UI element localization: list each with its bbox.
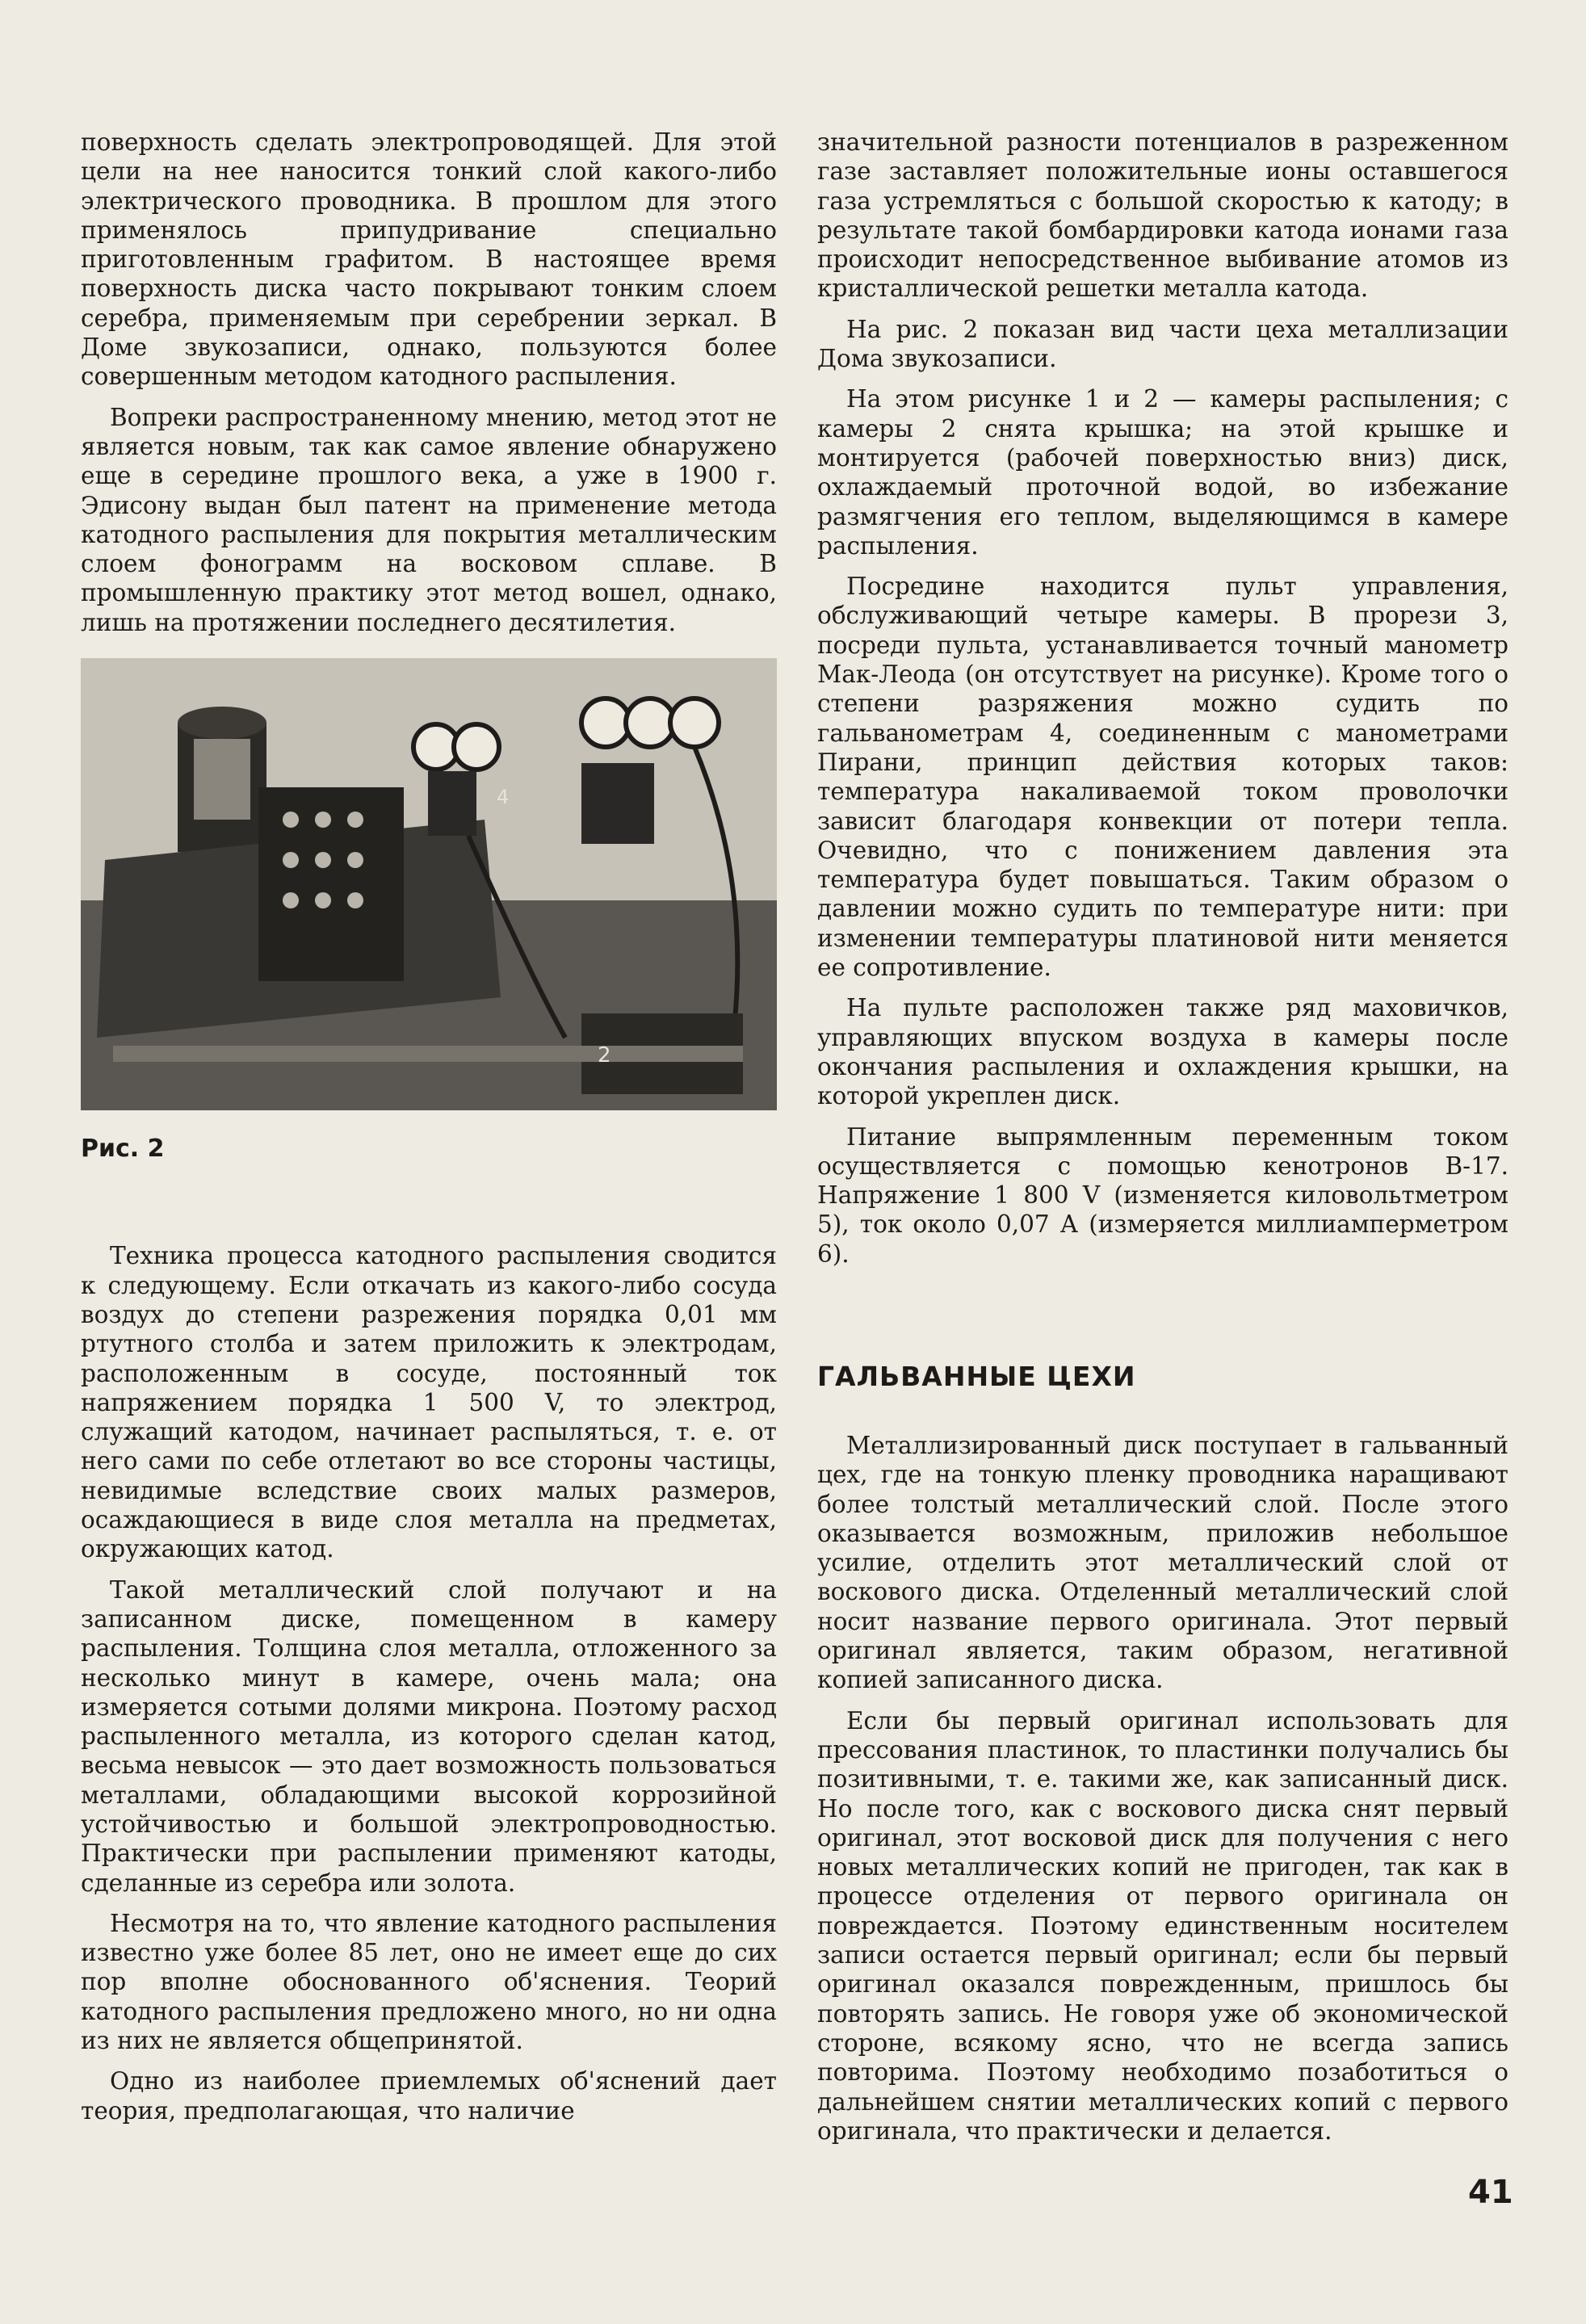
paragraph: Вопреки распространенному мнению, метод этот не является новым, так как самое явление обнаружено еще в середине прошлого века, а уже в 1900 г. Эдисону выдан был патент на применение метода катодного распыления для покрытия металлическим слоем фонограмм на восковом сплаве. В промышленную практику этот метод вошел, однако, лишь на протяжении последнего десятилетия. [81,403,777,636]
paragraph: Техника процесса катодного распыления сводится к следующему. Если откачать из какого-либо сосуда воздух до степени разрежения порядка 0,01 мм ртутного столба и затем приложить к электродам, расположенным в сосуде, постоянный ток напряжением порядка 1 500 V, то электрод, служащий катодом, начинает распыляться, т. е. от него сами по себе отлетают во все стороны частицы, невидимые вследствие своих малых размеров, осаждающиеся в виде слоя металла на предметах, окружающих катод. [81,1242,777,1563]
photo-label-2: 2 [598,1043,611,1068]
paragraph: Одно из наиболее приемлемых об'яснений дает теория, предполагающая, что наличие [81,2067,777,2125]
right-column [817,128,1508,2157]
sputtering-workshop-photo [81,658,777,1110]
paragraph: Несмотря на то, что явление катодного распыления известно уже более 85 лет, оно не имеет еще до сих пор вполне обоснованного об'яснения. Теорий катодного распыления предложено много, но ни одна из них не является общепринятой. [81,1909,777,2055]
page-number: 41 [1468,2174,1513,2211]
paragraph: Питание выпрямленным переменным током осуществляется с помощью кенотронов В-17. Напряжение 1 800 V (изменяется киловольтметром 5), ток около 0,07 А (измеряется миллиамперметром 6). [817,1122,1508,1268]
left-column [81,128,777,2137]
paragraph: Если бы первый оригинал использовать для прессования пластинок, то пластинки получались бы позитивными, т. е. такими же, как записанный диск. Но после того, как с воскового диска снят первый оригинал, этот восковой диск для получения с него новых металлических копий не пригоден, так как в процессе отделения от первого оригинала он повреждается. Поэтому единственным носителем записи остается первый оригинал; если бы первый оригинал оказался поврежденным, пришлось бы повторять запись. Не говоря уже об экономической стороне, всякому ясно, что не всегда запись повторима. Поэтому необходимо позаботиться о дальнейшем снятии металлических копий с первого оригинала, что практически и делается. [817,1706,1508,2145]
paragraph: На этом рисунке 1 и 2 — камеры распыления; с камеры 2 снята крышка; на этой крышке и монтируется (рабочей поверхностью вниз) диск, охлаждаемый проточной водой, во избежание размягчения его теплом, выделяющимся в камере распыления. [817,385,1508,560]
paragraph: На рис. 2 показан вид части цеха металлизации Дома звукозаписи. [817,315,1508,373]
paragraph: значительной разности потенциалов в разреженном газе заставляет положительные ионы оставшегося газа устремляться с большой скоростью к катоду; в результате такой бомбардировки катода ионами газа происходит непосредственное выбивание атомов из кристаллической решетки металла катода. [817,128,1508,303]
section-heading: ГАЛЬВАННЫЕ ЦЕХИ [817,1360,1136,1392]
paragraph: Посредине находится пульт управления, обслуживающий четыре камеры. В прорези 3, посреди пульта, устанавливается точный манометр Мак-Леода (он отсутствует на рисунке). Кроме того о степени разряжения можно судить по гальванометрам 4, соединенным с манометрами Пирани, принцип действия которых таков: температура накаливаемой током проволочки зависит благодаря конвекции от потери тепла. Очевидно, что с понижением давления эта температура будет повышаться. Таким образом о давлении можно судить по температуре нити: при изменении температуры платиновой нити меняется ее сопротивление. [817,573,1508,982]
paragraph: Металлизированный диск поступает в гальванный цех, где на тонкую пленку проводника наращивают более толстый металлический слой. После этого оказывается возможным, приложив небольшое усилие, отделить этот металлический слой от воскового диска. Отделенный металлический слой носит название первого оригинала. Этот первый оригинал является, таким образом, негативной копией записанного диска. [817,1431,1508,1694]
figure-caption: Рис. 2 [81,1135,165,1164]
figure-photo [81,658,777,1110]
photo-label-4: 4 [497,786,510,809]
paragraph: На пульте расположен также ряд маховичков, управляющих впуском воздуха в камеры после окончания распыления и охлаждения крышки, на которой укреплен диск. [817,994,1508,1110]
paragraph: поверхность сделать электропроводящей. Для этой цели на нее наносится тонкий слой какого-либо электрического проводника. В прошлом для этого применялось припудривание специально приготовленным графитом. В настоящее время поверхность диска часто покрывают тонким слоем серебра, применяемым при серебрении зеркал. В Доме звукозаписи, однако, пользуются более совершенным методом катодного распыления. [81,128,777,391]
paragraph: Такой металлический слой получают и на записанном диске, помещенном в камеру распыления. Толщина слоя металла, отложенного за несколько минут в камере, очень мала; она измеряется сотыми долями микрона. Поэтому расход распыленного металла, из которого сделан катод, весьма невысок — это дает возможность пользоваться металлами, обладающими высокой коррозийной устойчивостью и большой электропроводностью. Практически при распылении применяют катоды, сделанные из серебра или золота. [81,1575,777,1897]
